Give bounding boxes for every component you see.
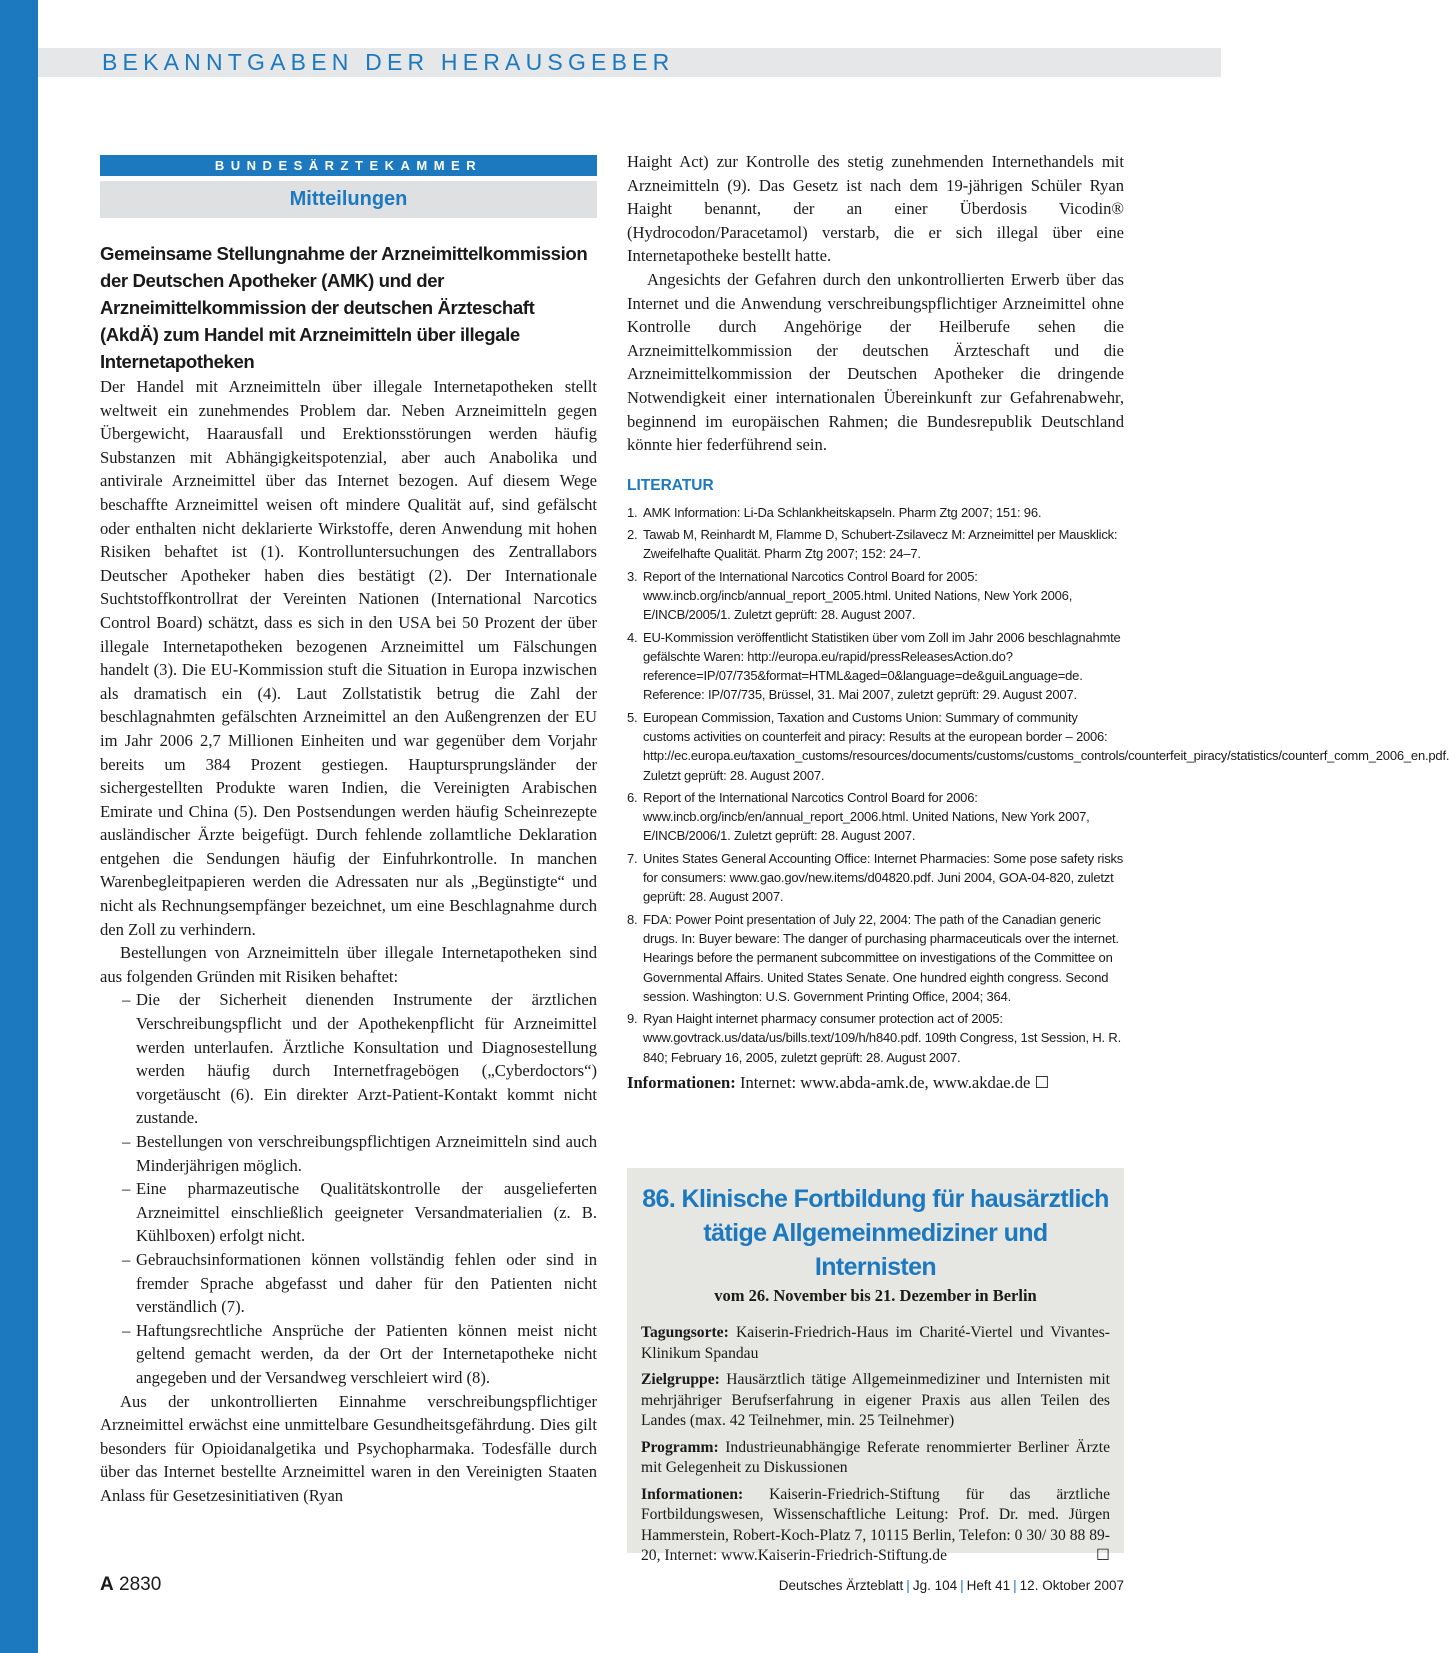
section-header: BEKANNTGABEN DER HERAUSGEBER (102, 49, 675, 75)
reference-item: 3. Report of the International Narcotics Control Board for 2005: www.incb.org/incb/annual_report_2005.html. United Nations, New York 2006, E/INCB/2005/1. Zuletzt geprüft: 28. August 2007. (627, 568, 1073, 623)
event-item: Informationen: Kaiserin-Friedrich-Stiftung für das ärztliche Fortbildungswesen, Wissenschaftliche Leitung: Prof. Dr. med. Jürgen Hammerstein, Robert-Koch-Platz 7, 10115 Berlin, Telefon: 0 30/ 30 88 89-20, Internet: www.Kaiserin-Friedrich-Stiftung.de ☐ (641, 1485, 1110, 1567)
left-accent-bar (0, 0, 38, 1653)
article-headline: Gemeinsame Stellungnahme der Arzneimittelkommission der Deutschen Apotheker (AMK) und der Arzneimittelkommission der deutschen Ärzteschaft (AkdÄ) zum Handel mit Arzneimitteln über illegale Internetapotheken (100, 243, 588, 372)
section-header-band (38, 48, 1221, 77)
end-mark: ☐ (1096, 1547, 1110, 1564)
list-item: – Bestellungen von verschreibungspflichtigen Arzneimitteln sind auch Minderjährigen möglich. (122, 1132, 597, 1175)
journal-footer: Deutsches Ärzteblatt | Jg. 104 | Heft 41 | 12. Oktober 2007 (778, 1578, 1124, 1593)
organization-bar: BUNDESÄRZTEKAMMER (100, 155, 597, 176)
volume: Jg. 104 (912, 1578, 958, 1593)
reference-item: 8. FDA: Power Point presentation of July 22, 2004: The path of the Canadian generic drugs. In: Buyer beware: The danger of purchasing pharmaceuticals over the internet. Hearings before the permanent subcommittee on investigations of the Committee on Governmental Affairs. United States Senate. One hundred eighth congress. Second session. Washington: U.S. Government Printing Office, 2004; 364. (627, 911, 1119, 1004)
reference-item: 4. EU-Kommission veröffentlicht Statistiken über vom Zoll im Jahr 2006 beschlagnahmte gefälschte Waren: http://europa.eu/rapid/pressReleasesAction.do?reference=IP/07/735&format=HTML&aged=0&language=de&guiLanguage=de. Reference: IP/07/735, Brüssel, 31. Mai 2007, zuletzt geprüft: 29. August 2007. (627, 629, 1121, 703)
paragraph: Aus der unkontrollierten Einnahme verschreibungspflichtiger Arzneimittel erwächst eine unmittelbare Gesundheitsgefährdung. Dies gilt besonders für Opioidanalgetika und Psychopharmaka. Todesfälle durch über das Internet bestellte Arzneimittel waren in den Vereinigten Staaten Anlass für Gesetzesinitiativen (Ryan (100, 1391, 597, 1505)
list-item: – Haftungsrechtliche Ansprüche der Patienten können meist nicht geltend gemacht werden, da der Ort der Internetapotheke nicht angegeben und der Versandweg verschleiert wird (8). (122, 1320, 597, 1387)
paragraph: Der Handel mit Arzneimitteln über illegale Internetapotheken stellt weltweit ein zunehmendes Problem dar. Neben Arzneimitteln gegen Übergewicht, Haarausfall und Erektionsstörungen werden häufig Substanzen mit Abhängigkeitspotenzial, aber auch Anabolika und antivirale Arzneimittel über das Internet bezogen. Auf diesem Wege beschaffte Arzneimittel weisen oft mindere Qualität auf, sind gefälscht oder enthalten nicht deklarierte Wirkstoffe, deren Anwendung mit hohen Risiken behaftet ist (1). Kontrolluntersuchungen des Zentrallabors Deutscher Apotheker haben dies bestätigt (2). Der Internationale Suchtstoffkontrollrat der Vereinten Nationen (International Narcotics Control Board) schätzt, dass es sich in den USA bei 50 Prozent der über illegale Internetapotheken bezogenen Arzneimittel um Fälschungen handelt (3). Die EU-Kommission stuft die Situation in Europa inzwischen als dramatisch ein (4). Laut Zollstatistik betrug die Zahl der beschlagnahmten gefälschten Arzneimittel an den Außengrenzen der EU im Jahr 2006 2,7 Millionen Einheiten und war gegenüber dem Vorjahr bereits um 384 Prozent gestiegen. Hauptursprungsländer der sichergestellten Produkte waren Indien, die Vereinigten Arabischen Emirate und China (5). Den Postsendungen werden häufig Scheinrezepte ausländischer Ärzte beigefügt. Durch fehlende zollamtliche Deklaration entgehen die Sendungen häufig der Einfuhrkontrolle. In manchen Warenbegleitpapieren werden die Adressaten nur als „Begünstigte“ und nicht als Rechnungsempfänger bezeichnet, um eine Beschlagnahme durch den Zoll zu verhindern. (100, 377, 597, 939)
journal-name: Deutsches Ärzteblatt (778, 1578, 904, 1593)
left-column (100, 155, 597, 1508)
event-item: Programm: Industrieunabhängige Referate renommierter Berliner Ärzte mit Gelegenheit zu Diskussionen (641, 1438, 1110, 1476)
paragraph: Bestellungen von Arzneimitteln über illegale Internetapotheken sind aus folgenden Gründen mit Risiken behaftet: (100, 943, 597, 986)
page-number: A 2830 (100, 1574, 162, 1595)
risk-list (100, 988, 597, 1389)
list-item: – Eine pharmazeutische Qualitätskontrolle der ausgelieferten Arzneimittel einschließlich geeigneter Versandmaterialien (z. B. Kühlboxen) erfolgt nicht. (122, 1179, 597, 1246)
paragraph: Angesichts der Gefahren durch den unkontrollierten Erwerb über das Internet und die Anwendung verschreibungspflichtiger Arzneimittel ohne Kontrolle durch Angehörige der Heilberufe sehen die Arzneimittelkommission der deutschen Ärzteschaft und die Arzneimittelkommission der Deutschen Apotheker die dringende Notwendigkeit einer internationalen Übereinkunft zur Gefahrenabwehr, beginnend im europäischen Rahmen; die Bundesrepublik Deutschland könnte hier federführend sein. (627, 269, 1124, 455)
right-column (627, 150, 1449, 1093)
event-item: Zielgruppe: Hausärztlich tätige Allgemeinmediziner und Internisten mit mehrjähriger Berufserfahrung in eigener Praxis aus allen Teilen des Landes (max. 42 Teilnehmer, min. 25 Teilnehmer) (641, 1371, 1110, 1429)
article-body (100, 375, 597, 1508)
rubric-label: Mitteilungen (100, 181, 597, 218)
info-line (627, 1073, 1124, 1093)
reference-item: 9. Ryan Haight internet pharmacy consumer protection act of 2005: www.govtrack.us/data/us/bills.text/109/h/h840.pdf. 109th Congress, 1st Session, H. R. 840; February 16, 2005, zuletzt geprüft: 28. August 2007. (627, 1011, 1121, 1065)
list-item: – Gebrauchsinformationen können vollständig fehlen oder sind in fremder Sprache abgefasst und daher für den Patienten nicht verständlich (7). (122, 1249, 597, 1317)
list-item: – Die der Sicherheit dienenden Instrumente der ärztlichen Verschreibungspflicht und der Apothekenpflicht für Arzneimittel werden unterlaufen. Ärztliche Konsultation und Diagnosestellung werden häufig durch Internetfragebögen („Cyberdoctors“) vorgetäuscht (6). Ein direkter Arzt-Patient-Kontakt kommt nicht zustande. (122, 990, 597, 1128)
event-box (627, 1168, 1124, 1564)
event-details (641, 1323, 1110, 1567)
info-text: Internet: www.abda-amk.de, www.akdae.de (739, 1073, 1031, 1093)
literature-heading: LITERATUR (627, 476, 714, 494)
issue-date: 12. Oktober 2007 (1019, 1578, 1124, 1593)
reference-item: 7. Unites States General Accounting Office: Internet Pharmacies: Some pose safety risks for consumers: www.gao.gov/new.items/d04820.pdf. Juni 2004, GOA-04-820, zuletzt geprüft: 28. August 2007. (627, 850, 1124, 905)
reference-item: 5. European Commission, Taxation and Customs Union: Summary of community customs activities on counterfeit and piracy: Results at the european border – 2006: http://ec.europa.eu/taxation_customs/resources/documents/customs/customs_controls/counterfeit_piracy/statistics/counterf_comm_2006_en.pdf. Zuletzt geprüft: 28. August 2007. (627, 709, 1449, 783)
reference-list (627, 503, 1449, 1067)
info-label: Informationen: (627, 1073, 736, 1093)
paragraph: Haight Act) zur Kontrolle des stetig zunehmenden Internethandels mit Arzneimitteln (9). Das Gesetz ist nach dem 19-jährigen Schüler Ryan Haight benannt, der an einer Überdosis Vicodin® (Hydrocodon/Paracetamol) verstarb, die er sich illegal über eine Internetapotheke bestellt hatte. (627, 152, 1124, 266)
end-mark: ☐ (1034, 1073, 1050, 1093)
article-body-continued (627, 150, 1124, 457)
issue: Heft 41 (966, 1578, 1011, 1593)
reference-item: 1. AMK Information: Li-Da Schlankheitskapseln. Pharm Ztg 2007; 151: 96. (627, 504, 1042, 520)
event-title: 86. Klinische Fortbildung für hausärztlich tätige Allgemeinmediziner und Internisten (642, 1185, 1109, 1281)
event-dates: vom 26. November bis 21. Dezember in Berlin (714, 1286, 1037, 1305)
reference-item: 6. Report of the International Narcotics Control Board for 2006: www.incb.org/incb/en/annual_report_2006.html. United Nations, New York 2007, E/INCB/2006/1. Zuletzt geprüft: 28. August 2007. (627, 789, 1090, 844)
reference-item: 2. Tawab M, Reinhardt M, Flamme D, Schubert-Zsilavecz M: Arzneimittel per Mausklick: Zweifelhafte Qualität. Pharm Ztg 2007; 152: 24–7. (627, 527, 1118, 562)
event-item: Tagungsorte: Kaiserin-Friedrich-Haus im Charité-Viertel und Vivantes-Klinikum Spandau (641, 1324, 1110, 1362)
